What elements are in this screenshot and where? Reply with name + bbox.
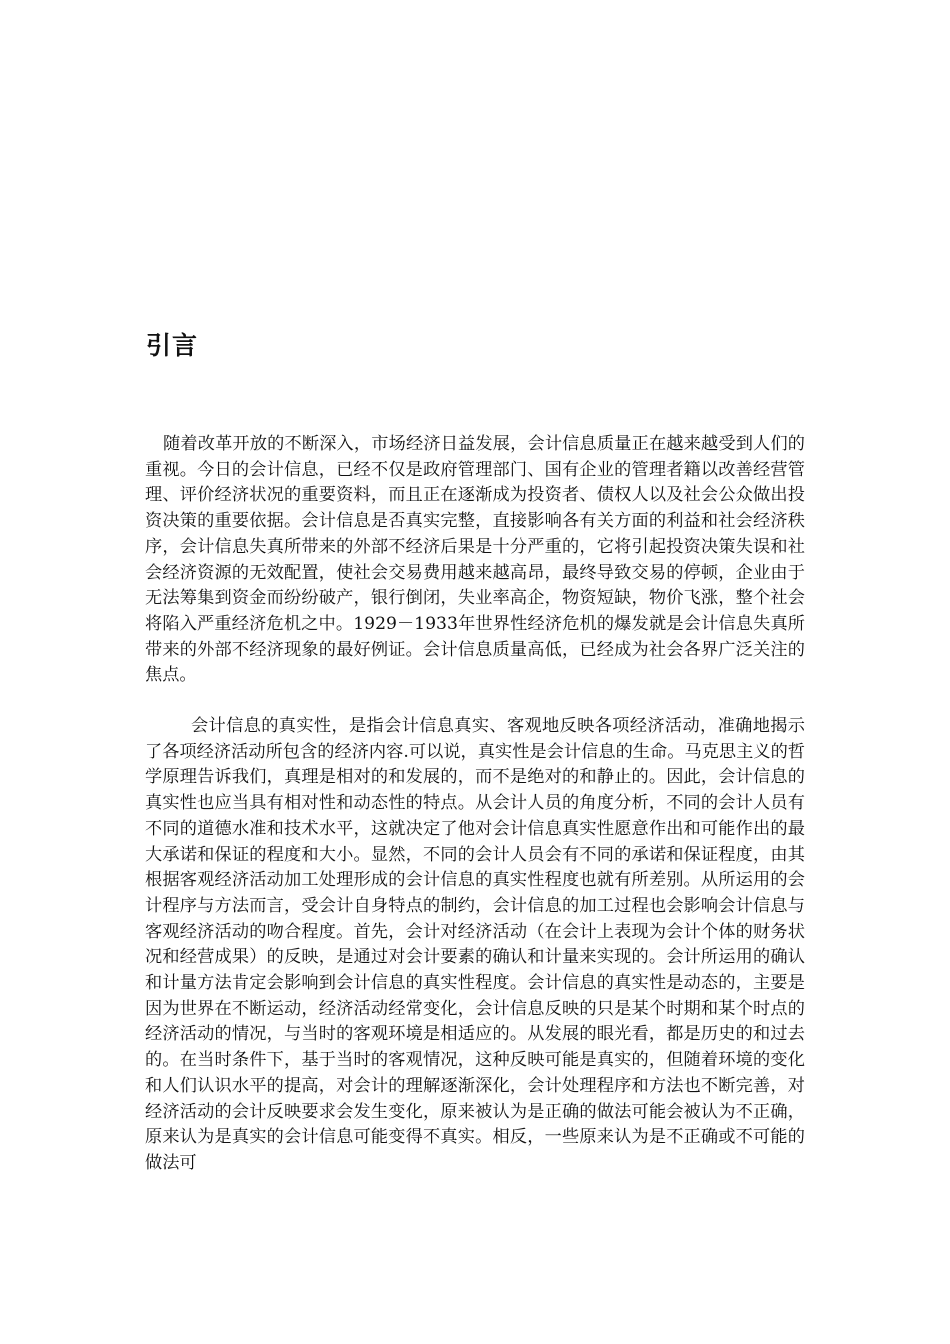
paragraph-2: 会计信息的真实性，是指会计信息真实、客观地反映各项经济活动，准确地揭示了各项经济活动所包含的经济内容.可以说，真实性是会计信息的生命。马克思主义的哲学原理告诉我们，真理是相对的和发展的，而不是绝对的和静止的。因此，会计信息的真实性也应当具有相对性和动态性的特点。从会计人员的角度分析，不同的会计人员有不同的道德水准和技术水平，这就决定了他对会计信息真实性愿意作出和可能作出的最大承诺和保证的程度和大小。显然，不同的会计人员会有不同的承诺和保证程度，由其根据客观经济活动加工处理形成的会计信息的真实性程度也就有所差别。从所运用的会计程序与方法而言，受会计自身特点的制约，会计信息的加工过程也会影响会计信息与客观经济活动的吻合程度。首先，会计对经济活动（在会计上表现为会计个体的财务状况和经营成果）的反映，是通过对会计要素的确认和计量来实现的。会计所运用的确认和计量方法肯定会影响到会计信息的真实性程度。会计信息的真实性是动态的，主要是因为世界在不断运动，经济活动经常变化，会计信息反映的只是某个时期和某个时点的经济活动的情况，与当时的客观环境是相适应的。从发展的眼光看，都是历史的和过去的。在当时条件下，基于当时的客观情况，这种反映可能是真实的，但随着环境的变化和人们认识水平的提高，对会计的理解逐渐深化，会计处理程序和方法也不断完善，对经济活动的会计反映要求会发生变化，原来被认为是正确的做法可能会被认为不正确，原来认为是真实的会计信息可能变得不真实。相反，一些原来认为是不正确或不可能的做法可 — [145, 716, 805, 1173]
paragraph-1: 随着改革开放的不断深入，市场经济日益发展，会计信息质量正在越来越受到人们的重视。今日的会计信息，已经不仅是政府管理部门、国有企业的管理者籍以改善经营管理、评价经济状况的重要资料，而且正在逐渐成为投资者、债权人以及社会公众做出投资决策的重要依据。会计信息是否真实完整，直接影响各有关方面的利益和社会经济秩序，会计信息失真所带来的外部不经济后果是十分严重的，它将引起投资决策失误和社会经济资源的无效配置，使社会交易费用越来越高昂，最终导致交易的停顿，企业由于无法筹集到资金而纷纷破产，银行倒闭，失业率高企，物资短缺，物价飞涨，整个社会将陷入严重经济危机之中。1929－1933年世界性经济危机的爆发就是会计信息失真所带来的外部不经济现象的最好例证。会计信息质量高低，已经成为社会各界广泛关注的焦点。 — [145, 434, 805, 686]
body-text — [145, 432, 805, 1177]
section-heading: 引言 — [146, 331, 199, 360]
